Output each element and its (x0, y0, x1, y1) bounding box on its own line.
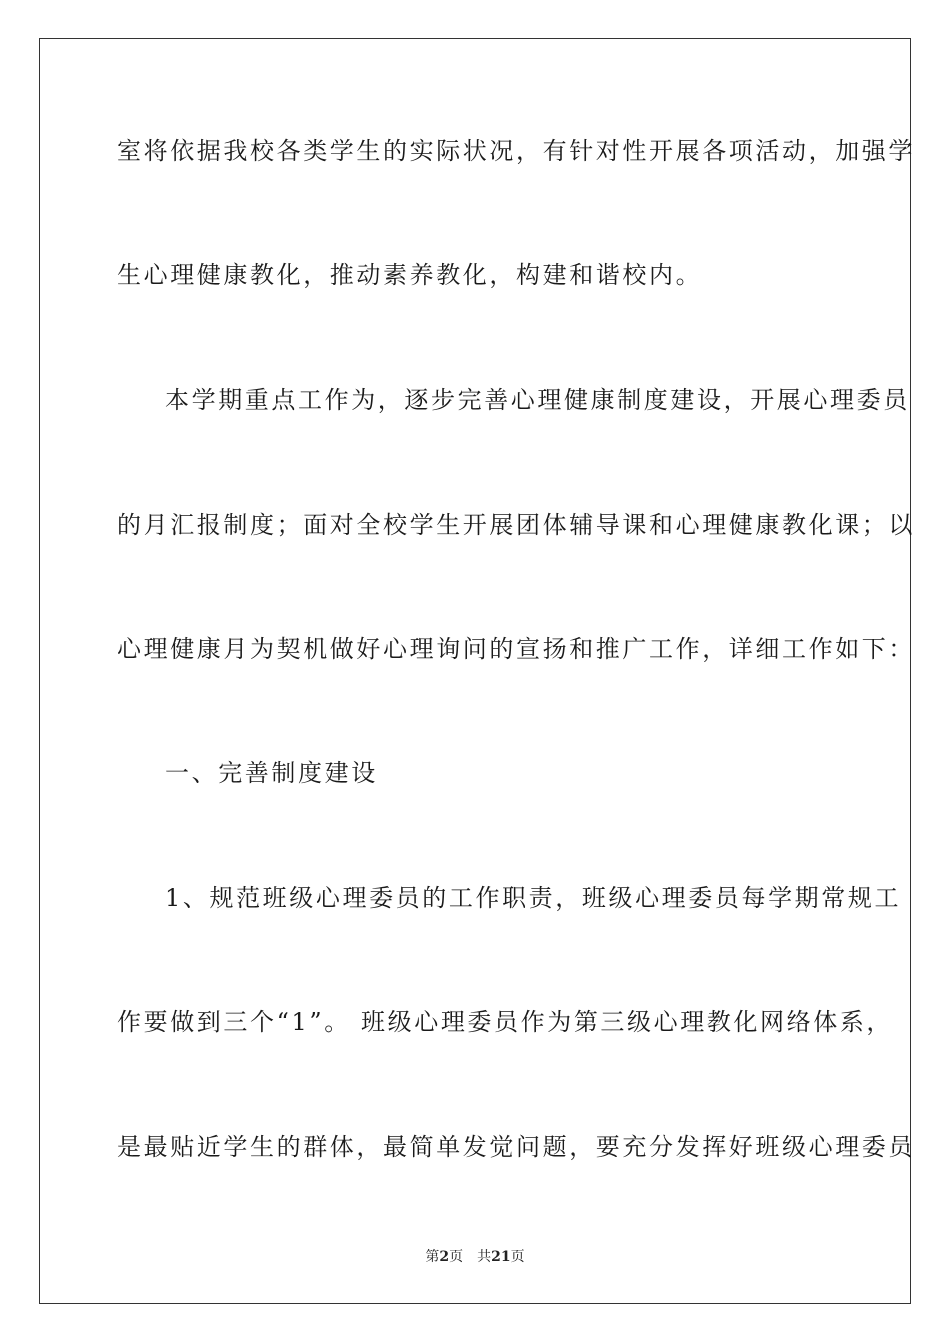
body-text-line: 的月汇报制度；面对全校学生开展团体辅导课和心理健康教化课；以 (117, 511, 915, 539)
body-text-line: 生心理健康教化，推动素养教化，构建和谐校内。 (117, 261, 703, 289)
body-text-line: 室将依据我校各类学生的实际状况，有针对性开展各项活动，加强学 (117, 137, 915, 165)
total-pages: 21 (491, 1249, 511, 1265)
total-prefix: 共 (477, 1249, 492, 1265)
body-text-line: 是最贴近学生的群体，最简单发觉问题，要充分发挥好班级心理委员 (117, 1133, 915, 1161)
page-footer (0, 1247, 950, 1267)
paragraph-start-line: 1、规范班级心理委员的工作职责，班级心理委员每学期常规工 (165, 884, 902, 912)
body-text-line: 作要做到三个“1”。 班级心理委员作为第三级心理教化网络体系， (117, 1008, 894, 1036)
page-border (39, 38, 915, 1304)
paragraph-start-line: 本学期重点工作为，逐步完善心理健康制度建设，开展心理委员 (165, 386, 910, 414)
page-number: 2 (439, 1249, 450, 1265)
total-suffix: 页 (510, 1249, 525, 1265)
page-prefix: 第 (425, 1249, 440, 1265)
section-heading: 一、完善制度建设 (165, 759, 378, 787)
body-text-line: 心理健康月为契机做好心理询问的宣扬和推广工作，详细工作如下： (117, 635, 915, 663)
page-suffix: 页 (449, 1249, 464, 1265)
